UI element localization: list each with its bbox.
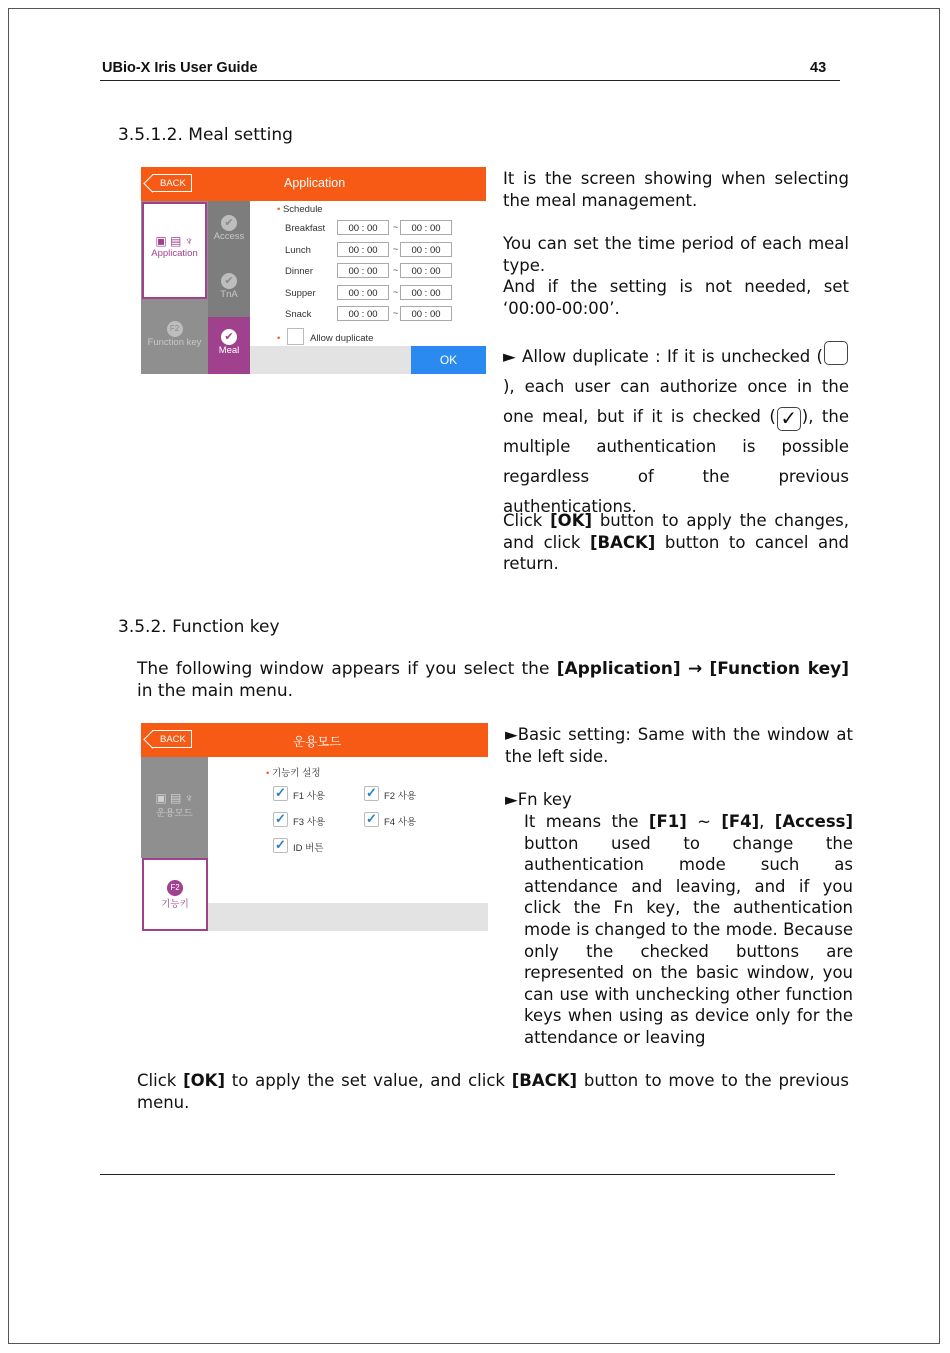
meal-setting-screenshot: [141, 167, 486, 374]
dinner-to: 00 : 00: [400, 263, 452, 278]
tab-operation-mode: ▣ ▤ ♆ 운용모드: [141, 791, 208, 819]
title-bar: [141, 167, 486, 201]
tab-application: ▣ ▤ ♆ Application: [142, 202, 207, 299]
access-check-icon: ✔: [221, 215, 237, 231]
function-key-group-label: • 기능키 설정: [266, 768, 321, 779]
title-bar: [141, 723, 488, 757]
screen-title: Application: [284, 176, 346, 190]
page-number: 43: [810, 60, 827, 76]
bottom-bar: [208, 903, 488, 931]
row-label-supper: Supper: [285, 288, 316, 299]
application-icons: ▣ ▤ ♆: [155, 234, 194, 248]
tilde: ~: [393, 265, 399, 275]
allow-duplicate-checkbox: [287, 328, 304, 345]
allow-duplicate-bullet: ► Allow duplicate : If it is unchecked (), each user can authorize once in the one meal, but if it is checked ( ✓ ), the multiple authentication is possible regardless of the previous authentications.: [503, 341, 849, 522]
tab-function-key: F2 기능키: [142, 858, 208, 931]
supper-to: 00 : 00: [400, 285, 452, 300]
lunch-to: 00 : 00: [400, 242, 452, 257]
tilde: ~: [393, 222, 399, 232]
tilde: ~: [393, 308, 399, 318]
row-label-breakfast: Breakfast: [285, 223, 326, 234]
id-button-checkbox: ✓: [273, 838, 288, 853]
function-key-click-instructions: Click [OK] to apply the set value, and click [BACK] button to move to the previous menu.: [137, 1071, 849, 1112]
row-label-lunch: Lunch: [285, 245, 311, 256]
fn-key-title: ►Fn key: [505, 790, 572, 809]
row-label-dinner: Dinner: [285, 266, 313, 277]
f4-checkbox: ✓: [364, 812, 379, 827]
breakfast-to: 00 : 00: [400, 220, 452, 235]
row-label-snack: Snack: [285, 309, 312, 320]
function-key-intro: The following window appears if you select the [Application] → [Function key] in the main menu.: [137, 659, 850, 701]
screen-title: 운용모드: [293, 735, 342, 749]
section-heading-function-key: 3.5.2. Function key: [118, 617, 280, 637]
function-key-screenshot: [141, 723, 488, 931]
f1-label: F1 사용: [293, 791, 326, 802]
empty-checkbox-icon: [824, 341, 848, 365]
meal-intro-text: It is the screen showing when selecting the meal management.: [503, 169, 849, 210]
tilde: ~: [393, 244, 399, 254]
f3-label: F3 사용: [293, 817, 326, 828]
tna-check-icon: ✔: [221, 273, 237, 289]
meal-click-instructions: Click [OK] button to apply the changes, and click [BACK] button to cancel and return.: [503, 511, 850, 574]
supper-from: 00 : 00: [337, 285, 389, 300]
breakfast-from: 00 : 00: [337, 220, 389, 235]
checked-checkbox-icon: ✓: [777, 407, 801, 431]
f4-label: F4 사용: [384, 817, 417, 828]
footer-divider: [100, 1174, 835, 1175]
lunch-from: 00 : 00: [337, 242, 389, 257]
f2-checkbox: ✓: [364, 786, 379, 801]
schedule-label: • Schedule: [277, 204, 323, 215]
dinner-from: 00 : 00: [337, 263, 389, 278]
f2-badge-icon: F2: [167, 321, 183, 337]
meal-check-icon: ✔: [221, 329, 237, 345]
f3-checkbox: ✓: [273, 812, 288, 827]
snack-to: 00 : 00: [400, 306, 452, 321]
mode-icons: ▣ ▤ ♆: [155, 791, 194, 805]
f2-badge-icon: F2: [167, 880, 183, 896]
header-title: UBio-X Iris User Guide: [102, 60, 258, 76]
ok-button: OK: [411, 346, 486, 374]
allow-duplicate-row: • Allow duplicate: [277, 328, 373, 345]
meal-period-text: You can set the time period of each meal type. And if the setting is not needed, set ‘00:00-00:00’.: [503, 234, 849, 318]
header-divider: [100, 80, 840, 81]
tab-meal: ✔ Meal: [208, 317, 250, 374]
fn-key-description: It means the [F1] ~ [F4], [Access] button used to change the authentication mode such as attendance and leaving, and if you click the Fn key, the authentication mode is changed to the mode. Because only the checked buttons are represented on the basic window, you can use with unchecking other function keys when using as device only for the attendance or leaving: [524, 812, 854, 1047]
id-button-label: ID 버튼: [293, 843, 324, 854]
tab-tna: ✔ TnA: [220, 275, 238, 300]
tab-function-key: F2 Function key: [141, 321, 208, 348]
tab-access: ✔ Access: [213, 217, 245, 242]
f1-checkbox: ✓: [273, 786, 288, 801]
tilde: ~: [393, 287, 399, 297]
basic-setting-text: ►Basic setting: Same with the window at the left side.: [505, 725, 853, 766]
back-button: BACK: [152, 730, 192, 748]
back-button: BACK: [152, 174, 192, 192]
section-heading-meal-setting: 3.5.1.2. Meal setting: [118, 125, 293, 145]
f2-label: F2 사용: [384, 791, 417, 802]
snack-from: 00 : 00: [337, 306, 389, 321]
